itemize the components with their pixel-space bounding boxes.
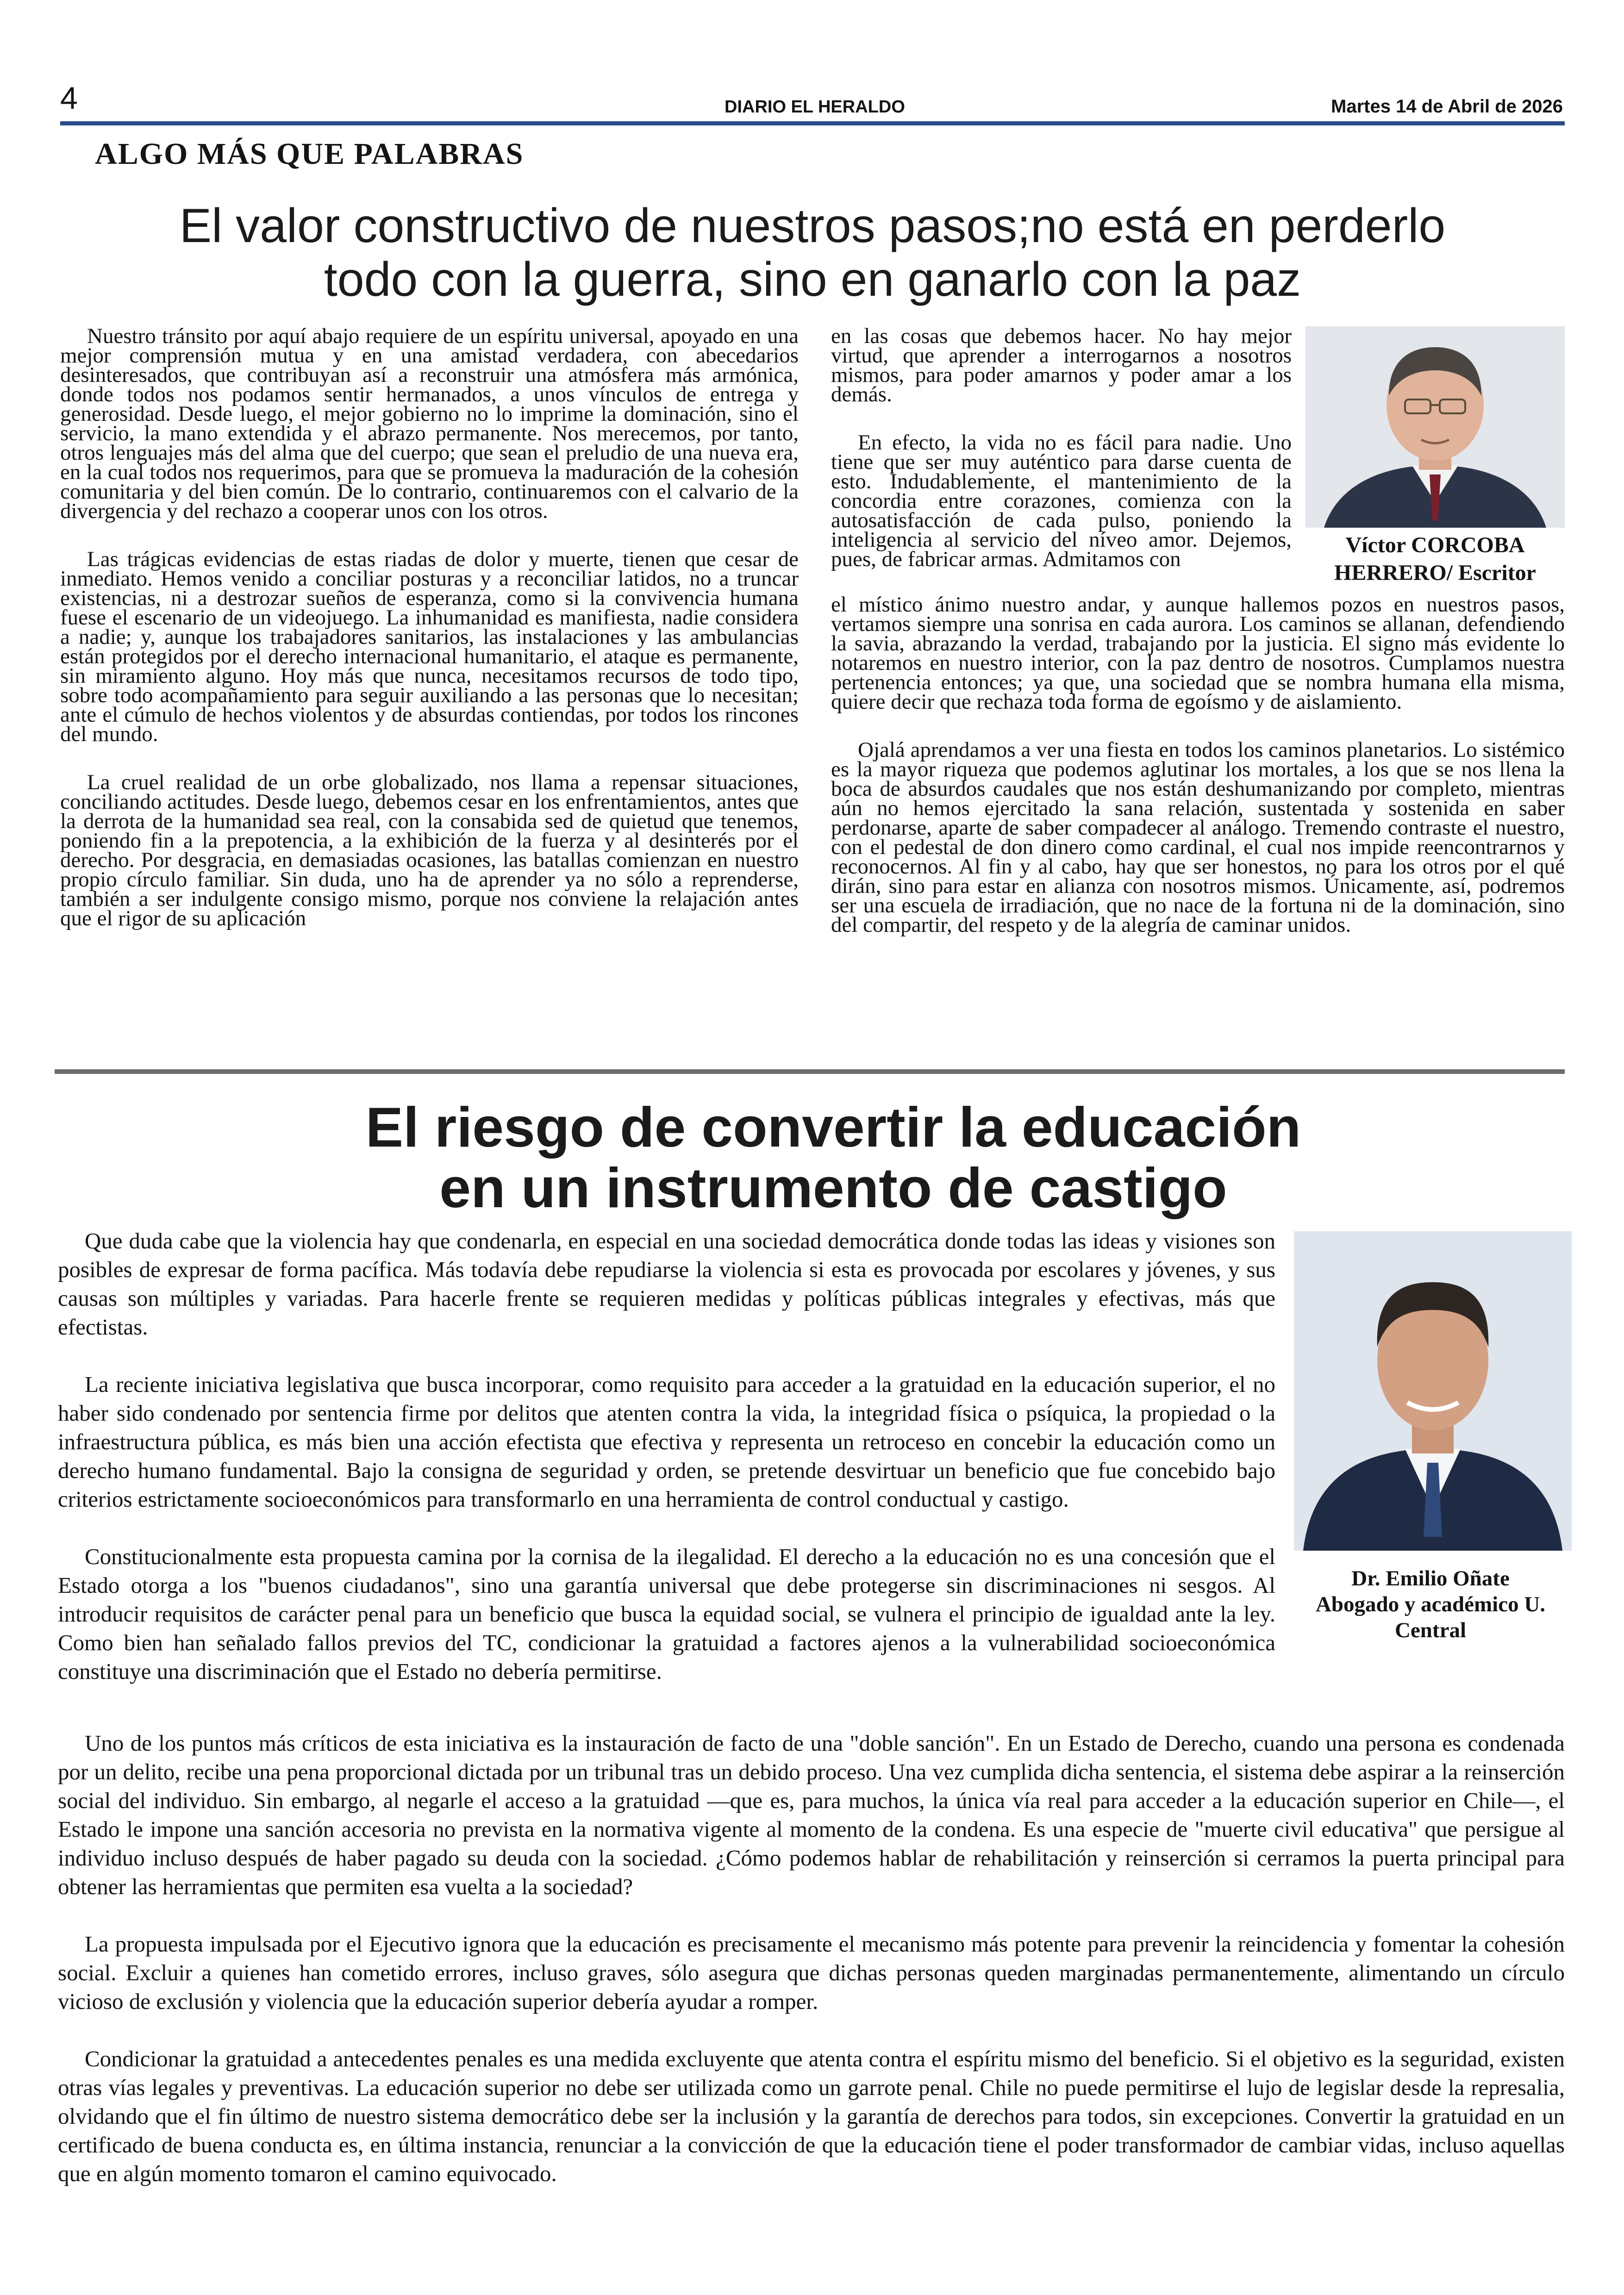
article2-paragraph: Que duda cabe que la violencia hay que condenarla, en especial en una sociedad democrática donde todas las ideas y visiones son posibles de expresar de forma pacífica. Más todavía debe repudiarse la violencia si esta es provocada por escolares y jóvenes, y sus causas son múltiples y variadas. Para hacerle frente se requieren medidas y políticas públicas integrales y efectivas, más que efectistas.	[58, 1228, 1275, 1340]
newspaper-name: DIARIO EL HERALDO	[725, 97, 905, 117]
article2-paragraph: Uno de los puntos más críticos de esta iniciativa es la instauración de facto de una "doble sanción". En un Estado de Derecho, cuando una persona es condenada por un delito, recibe una pena proporcional dictada por un tribunal tras un debido proceso. Una vez cumplida dicha sentencia, el sistema debe aspirar a la reinserción social del individuo. Sin embargo, al negarle el acceso a la gratuidad —que es, para muchos, la única vía real para acceder a la educación superior en Chile—, el Estado le impone una sanción accesoria no prevista en la normativa vigente al momento de la condena. Es una especie de "muerte civil educativa" que persigue al individuo incluso después de haber pagado su deuda con la sociedad. ¿Cómo podemos hablar de rehabilitación y reinserción si cerramos la puerta principal para obtener las herramientas que permiten esa vuelta a la sociedad?	[58, 1730, 1565, 1899]
article1-author-caption	[1292, 531, 1579, 587]
article1-headline-line2: todo con la guerra, sino en ganarlo con la paz	[324, 253, 1301, 307]
article2-paragraph: Condicionar la gratuidad a antecedentes penales es una medida excluyente que atenta contra el espíritu mismo del beneficio. Si el objetivo es la seguridad, existen otras vías legales y preventivas. La educación superior no debe ser utilizada como un garrote penal. Chile no puede permitirse el lujo de legislar desde la represalia, olvidando que el fin último de nuestro sistema democrático debe ser la inclusión y la garantía de derechos para todos, sin excepciones. Convertir la gratuidad en un certificado de buena conducta es, en última instancia, renunciar a la convicción de que la educación tiene el poder transformador de cambiar vidas, incluso aquellas que en algún momento tomaron el camino equivocado.	[58, 2046, 1565, 2186]
article2-author-role: Abogado y académico U.	[1315, 1592, 1546, 1616]
article1-author-name: Víctor CORCOBA	[1345, 533, 1525, 557]
article2-headline-line2: en un instrumento de castigo	[439, 1156, 1227, 1219]
article2-body-full	[58, 1729, 1565, 2217]
article2-paragraph: Constitucionalmente esta propuesta camina por la cornisa de la ilegalidad. El derecho a la educación no es una concesión que el Estado otorga a los "buenos ciudadanos", sino una garantía universal que debe protegerse sin discriminaciones ni sesgos. Al introducir requisitos de carácter penal para un beneficio que busca la equidad social, se vulnera el principio de igualdad ante la ley. Como bien han señalado fallos previos del TC, condicionar la gratuidad a factores ajenos a la vulnerabilidad socioeconómica constituye una discriminación que el Estado no debería permitirse.	[58, 1544, 1275, 1684]
article1-paragraph: Nuestro tránsito por aquí abajo requiere de un espíritu universal, apoyado en una mejor comprensión mutua y en una amistad verdadera, con abecedarios desinteresados, que contribuyan así a reconstruir una atmósfera más armónica, donde todos nos podamos sentir hermanados, a unos vínculos de entrega y generosidad. Desde luego, el mejor gobierno no lo imprime la dominación, sino el servicio, la mano extendida y el abrazo permanente. Nos merecemos, por tanto, otros lenguajes más del alma que del cuerpo; que sean el preludio de una nueva era, en la cual todos nos requerimos, para que se promueva la maduración de la cohesión comunitaria y del bien común. De lo contrario, continuaremos con el calvario de la divergencia y del rechazo a cooperar unos con los otros.	[60, 324, 799, 523]
article1-column-left	[60, 326, 799, 957]
article1-headline-line1: El valor constructivo de nuestros pasos;no está en perderlo	[179, 199, 1446, 253]
article1-headline	[116, 199, 1509, 307]
author-photo-emilio-onate	[1294, 1231, 1572, 1551]
page-number: 4	[60, 81, 78, 116]
article1-column-right-full	[831, 592, 1565, 963]
publication-date: Martes 14 de Abril de 2026	[1331, 96, 1563, 117]
article2-author-caption	[1287, 1565, 1574, 1643]
article1-author-role: HERRERO/ Escritor	[1334, 561, 1536, 585]
article1-paragraph: La cruel realidad de un orbe globalizado, nos llama a repensar situaciones, conciliando actitudes. Desde luego, debemos cesar en los enfrentamientos, antes que la derrota de la humanidad sea real, con la consabida sed de quietud que tenemos, poniendo fin a la prepotencia, a la exhibición de la fuerza y al desinterés por el derecho. Por desgracia, en demasiadas ocasiones, las batallas comienzan en nuestro propio círculo familiar. Sin duda, uno ha de aprender ya no sólo a reprenderse, también a ser indulgente consigo mismo, porque nos conviene la relajación antes que el rigor de su aplicación	[60, 770, 799, 930]
portrait-illustration	[1294, 1231, 1572, 1551]
article1-paragraph: el místico ánimo nuestro andar, y aunque hallemos pozos en nuestros pasos, vertamos siempre una sonrisa en cada aurora. Los caminos se allanan, defendiendo la savia, abrazando la verdad, trabajando por la justicia. El signo más evidente lo notaremos en nuestro interior, con la paz dentro de nosotros. Cumplamos nuestra pertenencia entonces; ya que, una sociedad que se nombra humana ella misma, quiere decir que rechaza toda forma de egoísmo y de aislamiento.	[831, 592, 1565, 714]
article1-paragraph: En efecto, la vida no es fácil para nadie. Uno tiene que ser muy auténtico para darse cuenta de esto. Indudablemente, el mantenimiento de la concordia entre corazones, comienza con la autosatisfacción de cada pulso, poniendo la inteligencia al servicio del níveo amor. Dejemos, pues, de fabricar armas. Admitamos con	[831, 430, 1292, 571]
header-rule	[60, 121, 1565, 125]
article2-paragraph: La reciente iniciativa legislativa que busca incorporar, como requisito para acceder a la gratuidad en la educación superior, el no haber sido condenado por sentencia firme por delitos que atenten contra la vida, la integridad física o psíquica, la propiedad o la infraestructura pública, es más bien una acción efectista que efectiva y representa un retroceso en concebir la educación como un derecho humano fundamental. Bajo la consigna de seguridad y orden, se pretende desvirtuar un beneficio que fue concebido bajo criterios estrictamente socioeconómicos para transformarlo en una herramienta de control conductual y castigo.	[58, 1372, 1275, 1512]
article2-body-top	[58, 1227, 1275, 1715]
article2-headline-line1: El riesgo de convertir la educación	[365, 1096, 1301, 1159]
article2-headline	[139, 1097, 1528, 1218]
article-divider	[55, 1069, 1565, 1074]
article1-paragraph: Las trágicas evidencias de estas riadas de dolor y muerte, tienen que cesar de inmediato. Hemos venido a conciliar posturas y a reconciliar latidos, no a truncar existencias, ni a destrozar sueños de esperanza, como si la convivencia humana fuese el escenario de un videojuego. La inhumanidad es manifiesta, nadie considera a nadie; y, aunque los trabajadores sanitarios, las instalaciones y las ambulancias están protegidos por el derecho internacional humanitario, el ataque es permanente, sin miramiento alguno. Hoy más que nunca, necesitamos recursos de todo tipo, sobre todo acompañamiento para seguir auxiliando a las personas que lo necesitan; ante el cúmulo de hechos violentos y de absurdas contiendas, por todos los rincones del mundo.	[60, 547, 799, 746]
section-title: ALGO MÁS QUE PALABRAS	[95, 137, 524, 171]
article1-paragraph: en las cosas que debemos hacer. No hay mejor virtud, que aprender a interrogarnos a nosotros mismos, para poder amarnos y poder amar a los demás.	[831, 324, 1292, 406]
author-photo-victor-corcoba	[1305, 326, 1565, 528]
article1-column-right-top	[831, 326, 1292, 598]
article2-author-name: Dr. Emilio Oñate	[1351, 1566, 1510, 1590]
article1-paragraph: Ojalá aprendamos a ver una fiesta en todos los caminos planetarios. Lo sistémico es la mayor riqueza que podemos aglutinar los mortales, a los que se nos llena la boca de absurdos caudales que nos están deshumanizando por completo, mientras aún no hemos ejercitado la sana relación, sustentada y sostenida en saber perdonarse, aparte de saber compadecer al análogo. Tremendo contraste el nuestro, con el pedestal de don dinero como cardinal, el cual nos impide reencontrarnos y reconocernos. Al fin y al cabo, hay que ser honestos, no para los otros por el qué dirán, sino para estar en alianza con nosotros mismos. Únicamente, así, podremos ser una escuela de irradiación, que no nace de la fortuna ni de la dominación, sino del compartir, del respeto y de la alegría de caminar unidos.	[831, 738, 1565, 937]
article2-author-institution: Central	[1394, 1618, 1466, 1642]
portrait-illustration	[1305, 326, 1565, 528]
article2-paragraph: La propuesta impulsada por el Ejecutivo ignora que la educación es precisamente el mecanismo más potente para prevenir la reincidencia y fomentar la cohesión social. Excluir a quienes han cometido errores, incluso graves, sólo asegura que dichas personas queden marginadas permanentemente, alimentando un círculo vicioso de exclusión y violencia que la educación superior debería ayudar a romper.	[58, 1931, 1565, 2014]
